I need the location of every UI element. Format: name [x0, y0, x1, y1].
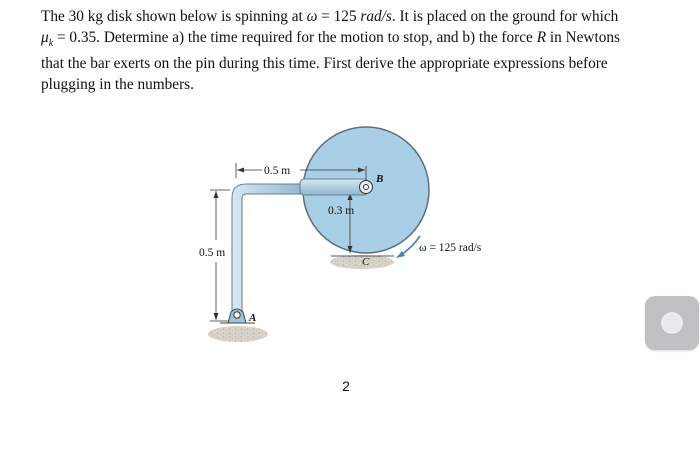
problem-line-4: plugging in the numbers. — [41, 75, 194, 93]
problem-line-1: The 30 kg disk shown below is spinning at ω = 125 rad/s. It is placed on the ground for which — [41, 8, 619, 25]
problem-line-2: $\mu_k = 0.35$. Determine a) the time required for the motion to stop, and b) the force R in Newtons — [41, 28, 620, 49]
bar-length-label: 0.5 m — [264, 165, 291, 177]
problem-line-3: that the bar exerts on the pin during this time. First derive the appropriate expressions before — [41, 55, 608, 73]
height-label: 0.5 m — [199, 247, 226, 259]
toggle-knob-icon — [661, 312, 683, 334]
radius-label: 0.3 m — [328, 205, 355, 217]
pin-b — [360, 181, 373, 194]
label-c: C — [362, 256, 370, 268]
omega-label: ω = 125 rad/s — [419, 242, 482, 254]
page-number: 2 — [342, 378, 350, 394]
label-a: A — [249, 312, 257, 324]
floating-toggle-button[interactable] — [645, 296, 699, 350]
label-b: B — [376, 173, 384, 185]
